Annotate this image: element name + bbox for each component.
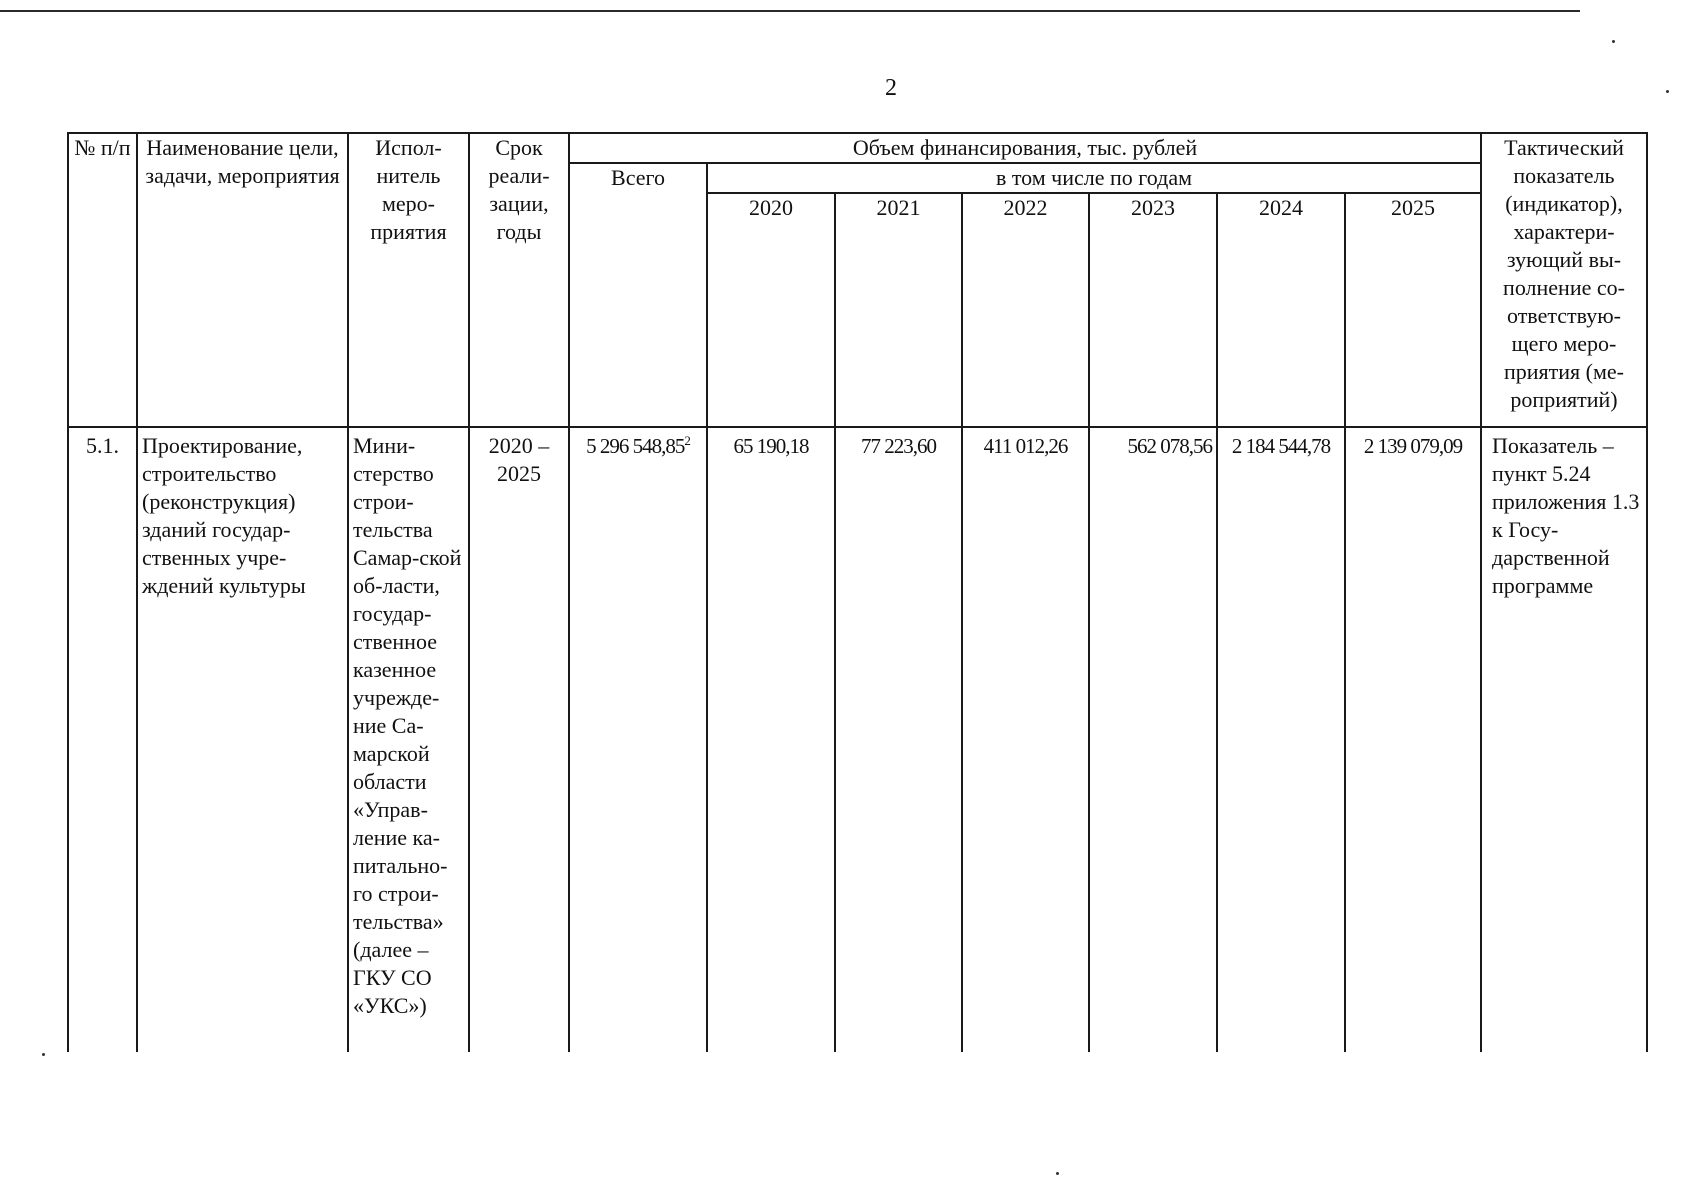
header-term: Срок реали-зации, годы: [469, 133, 569, 427]
footnote-mark: 2: [684, 433, 690, 448]
row-amount-2021: 77 223,60: [835, 427, 962, 1052]
financing-table: [67, 132, 1648, 1052]
header-year: 2022: [962, 193, 1089, 427]
row-term: 2020 – 2025: [469, 427, 569, 1052]
scan-speck: [1612, 40, 1615, 43]
row-name: Проектирование, строительство (реконструкция) зданий государ-ственных учре-ждений культуры: [137, 427, 348, 1052]
header-year: 2020: [707, 193, 835, 427]
header-executor: Испол-нитель меро-приятия: [348, 133, 469, 427]
row-amount-2020: 65 190,18: [707, 427, 835, 1052]
row-total: [569, 427, 707, 1052]
scan-speck: [42, 1053, 45, 1056]
header-total: Всего: [569, 163, 707, 427]
row-amount-2025: 2 139 079,09: [1345, 427, 1481, 1052]
scan-top-line: [0, 10, 1580, 12]
header-name: Наименование цели, задачи, мероприятия: [137, 133, 348, 427]
row-amount-2022: 411 012,26: [962, 427, 1089, 1052]
row-number: 5.1.: [68, 427, 137, 1052]
scan-speck: [1056, 1172, 1059, 1175]
table-row: [68, 427, 1647, 1052]
row-executor: Мини-стерство строи-тельства Самар-ской об-ласти, государ-ственное казенное учрежде-ние Са-марской области «Управ-ление ка-питально-го строи-тельства» (далее – ГКУ СО «УКС»): [348, 427, 469, 1052]
header-number: № п/п: [68, 133, 137, 427]
page-number: 2: [885, 75, 897, 101]
header-year: 2025: [1345, 193, 1481, 427]
header-financing-group: Объем финансирования, тыс. рублей: [569, 133, 1481, 163]
header-year: 2023: [1089, 193, 1217, 427]
header-year: 2024: [1217, 193, 1345, 427]
header-years-group: в том числе по годам: [707, 163, 1481, 193]
header-indicator: Тактический показатель (индикатор), характери-зующий вы-полнение со-ответствую-щего меро-приятия (ме-роприятий): [1481, 133, 1647, 427]
row-amount-2023: 562 078,56: [1089, 427, 1217, 1052]
row-total-value: 5 296 548,85: [586, 434, 685, 458]
row-indicator: Показатель – пункт 5.24 приложения 1.3 к Госу-дарственной программе: [1481, 427, 1647, 1052]
header-year: 2021: [835, 193, 962, 427]
row-amount-2024: 2 184 544,78: [1217, 427, 1345, 1052]
